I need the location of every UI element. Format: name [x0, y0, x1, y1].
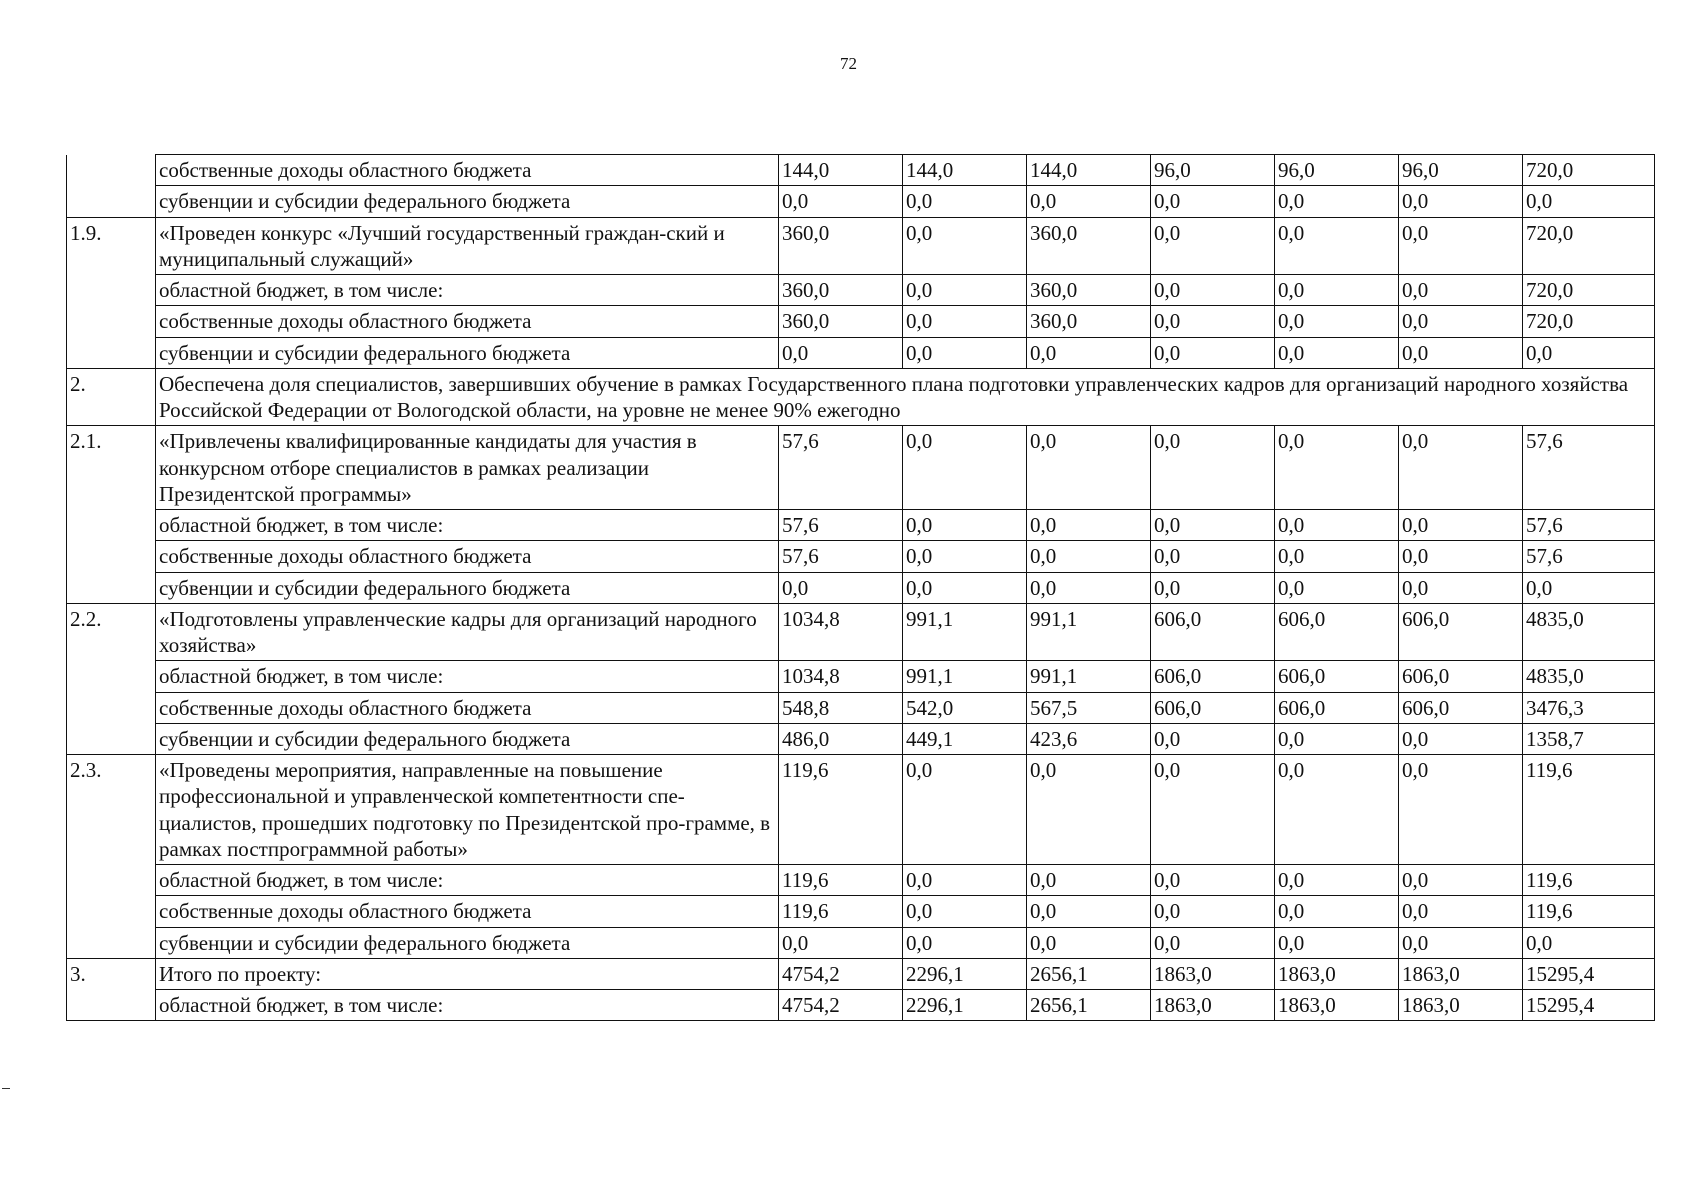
value-cell: 119,6 — [1523, 865, 1655, 896]
table-row — [67, 958, 1655, 989]
value-cell: 0,0 — [1151, 896, 1275, 927]
value-cell: 57,6 — [779, 510, 903, 541]
value-cell: 0,0 — [1275, 723, 1399, 754]
row-number — [67, 865, 156, 896]
value-cell: 0,0 — [779, 572, 903, 603]
value-cell: 119,6 — [779, 896, 903, 927]
value-cell: 360,0 — [779, 275, 903, 306]
value-cell: 0,0 — [903, 275, 1027, 306]
value-cell: 1863,0 — [1275, 990, 1399, 1021]
table-row — [67, 927, 1655, 958]
value-cell: 96,0 — [1399, 155, 1523, 186]
value-cell: 0,0 — [903, 426, 1027, 510]
value-cell: 991,1 — [1027, 603, 1151, 661]
value-cell: 991,1 — [1027, 661, 1151, 692]
value-cell: 720,0 — [1523, 155, 1655, 186]
table-row — [67, 692, 1655, 723]
table-row — [67, 337, 1655, 368]
row-label: областной бюджет, в том числе: — [156, 510, 779, 541]
row-label: Итого по проекту: — [156, 958, 779, 989]
value-cell: 0,0 — [1275, 927, 1399, 958]
value-cell: 2656,1 — [1027, 990, 1151, 1021]
row-number — [67, 572, 156, 603]
value-cell: 567,5 — [1027, 692, 1151, 723]
value-cell: 0,0 — [1399, 723, 1523, 754]
value-cell: 0,0 — [1399, 927, 1523, 958]
value-cell: 0,0 — [1027, 755, 1151, 865]
row-label: субвенции и субсидии федерального бюджета — [156, 927, 779, 958]
value-cell: 0,0 — [1151, 275, 1275, 306]
value-cell: 0,0 — [1275, 186, 1399, 217]
row-label: субвенции и субсидии федерального бюджета — [156, 337, 779, 368]
value-cell: 0,0 — [1399, 306, 1523, 337]
value-cell: 606,0 — [1151, 661, 1275, 692]
row-label: собственные доходы областного бюджета — [156, 541, 779, 572]
value-cell: 96,0 — [1275, 155, 1399, 186]
value-cell: 0,0 — [1027, 337, 1151, 368]
value-cell: 0,0 — [903, 306, 1027, 337]
value-cell: 4835,0 — [1523, 603, 1655, 661]
value-cell: 0,0 — [903, 541, 1027, 572]
value-cell: 0,0 — [1399, 337, 1523, 368]
table-row — [67, 990, 1655, 1021]
table-row — [67, 368, 1655, 426]
value-cell: 0,0 — [903, 572, 1027, 603]
row-number — [67, 927, 156, 958]
value-cell: 360,0 — [1027, 275, 1151, 306]
value-cell: 3476,3 — [1523, 692, 1655, 723]
value-cell: 991,1 — [903, 661, 1027, 692]
value-cell: 0,0 — [1027, 510, 1151, 541]
value-cell: 1034,8 — [779, 603, 903, 661]
value-cell: 548,8 — [779, 692, 903, 723]
value-cell: 606,0 — [1151, 692, 1275, 723]
row-label: «Подготовлены управленческие кадры для организаций народного хозяйства» — [156, 603, 779, 661]
value-cell: 2296,1 — [903, 990, 1027, 1021]
value-cell: 1863,0 — [1151, 958, 1275, 989]
value-cell: 0,0 — [1275, 426, 1399, 510]
table-row — [67, 217, 1655, 275]
value-cell: 144,0 — [779, 155, 903, 186]
value-cell: 606,0 — [1399, 661, 1523, 692]
table-row — [67, 896, 1655, 927]
value-cell: 57,6 — [1523, 510, 1655, 541]
value-cell: 57,6 — [1523, 426, 1655, 510]
value-cell: 4754,2 — [779, 990, 903, 1021]
value-cell: 4835,0 — [1523, 661, 1655, 692]
table-row — [67, 661, 1655, 692]
value-cell: 0,0 — [1275, 306, 1399, 337]
row-label: областной бюджет, в том числе: — [156, 275, 779, 306]
value-cell: 0,0 — [903, 510, 1027, 541]
value-cell: 0,0 — [1151, 755, 1275, 865]
value-cell: 2656,1 — [1027, 958, 1151, 989]
value-cell: 0,0 — [903, 755, 1027, 865]
value-cell: 0,0 — [1275, 865, 1399, 896]
value-cell: 360,0 — [779, 217, 903, 275]
row-label: собственные доходы областного бюджета — [156, 896, 779, 927]
row-number: 2.2. — [67, 603, 156, 661]
row-label: собственные доходы областного бюджета — [156, 692, 779, 723]
value-cell: 606,0 — [1275, 661, 1399, 692]
row-label: «Привлечены квалифицированные кандидаты для участия в конкурсном отборе специалистов в рамках реализации Президентской программы» — [156, 426, 779, 510]
margin-mark — [2, 1088, 10, 1089]
table-row — [67, 186, 1655, 217]
value-cell: 0,0 — [1151, 186, 1275, 217]
value-cell: 0,0 — [779, 337, 903, 368]
value-cell: 1863,0 — [1399, 990, 1523, 1021]
value-cell: 144,0 — [903, 155, 1027, 186]
row-number — [67, 306, 156, 337]
row-number: 2.3. — [67, 755, 156, 865]
value-cell: 0,0 — [1399, 896, 1523, 927]
value-cell: 0,0 — [1523, 927, 1655, 958]
row-label: областной бюджет, в том числе: — [156, 865, 779, 896]
value-cell: 57,6 — [1523, 541, 1655, 572]
value-cell: 0,0 — [1027, 186, 1151, 217]
value-cell: 606,0 — [1399, 692, 1523, 723]
value-cell: 606,0 — [1151, 603, 1275, 661]
value-cell: 0,0 — [1027, 927, 1151, 958]
value-cell: 0,0 — [1151, 217, 1275, 275]
value-cell: 0,0 — [1399, 426, 1523, 510]
row-number — [67, 155, 156, 186]
value-cell: 0,0 — [1523, 186, 1655, 217]
value-cell: 1863,0 — [1151, 990, 1275, 1021]
value-cell: 0,0 — [1151, 306, 1275, 337]
table-row — [67, 426, 1655, 510]
value-cell: 0,0 — [1399, 755, 1523, 865]
row-number — [67, 186, 156, 217]
table-row — [67, 865, 1655, 896]
row-label: собственные доходы областного бюджета — [156, 155, 779, 186]
table-row — [67, 155, 1655, 186]
row-number: 2.1. — [67, 426, 156, 510]
value-cell: 15295,4 — [1523, 958, 1655, 989]
value-cell: 0,0 — [1151, 927, 1275, 958]
value-cell: 0,0 — [1275, 896, 1399, 927]
value-cell: 1358,7 — [1523, 723, 1655, 754]
value-cell: 1034,8 — [779, 661, 903, 692]
value-cell: 0,0 — [1027, 572, 1151, 603]
value-cell: 0,0 — [779, 186, 903, 217]
table-row — [67, 510, 1655, 541]
row-label: собственные доходы областного бюджета — [156, 306, 779, 337]
value-cell: 0,0 — [1027, 541, 1151, 572]
value-cell: 0,0 — [779, 927, 903, 958]
value-cell: 0,0 — [1151, 337, 1275, 368]
value-cell: 144,0 — [1027, 155, 1151, 186]
value-cell: 542,0 — [903, 692, 1027, 723]
value-cell: 1863,0 — [1275, 958, 1399, 989]
row-label: областной бюджет, в том числе: — [156, 990, 779, 1021]
row-number — [67, 510, 156, 541]
page-number: 72 — [840, 54, 857, 73]
value-cell: 0,0 — [1275, 541, 1399, 572]
table-row — [67, 306, 1655, 337]
value-cell: 0,0 — [1399, 541, 1523, 572]
value-cell: 360,0 — [1027, 217, 1151, 275]
table-body — [67, 155, 1655, 1021]
value-cell: 0,0 — [1275, 275, 1399, 306]
value-cell: 720,0 — [1523, 275, 1655, 306]
value-cell: 0,0 — [903, 186, 1027, 217]
row-number: 2. — [67, 368, 156, 426]
value-cell: 0,0 — [1275, 217, 1399, 275]
value-cell: 606,0 — [1275, 603, 1399, 661]
row-label: «Проведен конкурс «Лучший государственный граждан-ский и муниципальный служащий» — [156, 217, 779, 275]
value-cell: 0,0 — [1523, 337, 1655, 368]
row-number — [67, 896, 156, 927]
value-cell: 57,6 — [779, 426, 903, 510]
value-cell: 0,0 — [903, 865, 1027, 896]
value-cell: 0,0 — [903, 217, 1027, 275]
value-cell: 0,0 — [1399, 275, 1523, 306]
row-label: субвенции и субсидии федерального бюджета — [156, 572, 779, 603]
value-cell: 0,0 — [1399, 572, 1523, 603]
value-cell: 0,0 — [1151, 426, 1275, 510]
value-cell: 119,6 — [1523, 755, 1655, 865]
value-cell: 0,0 — [1399, 186, 1523, 217]
value-cell: 0,0 — [1151, 510, 1275, 541]
table-row — [67, 603, 1655, 661]
row-number — [67, 541, 156, 572]
value-cell: 720,0 — [1523, 217, 1655, 275]
value-cell: 606,0 — [1275, 692, 1399, 723]
row-number — [67, 275, 156, 306]
value-cell: 0,0 — [1151, 541, 1275, 572]
row-label: «Проведены мероприятия, направленные на повышение профессиональной и управленческой компетентности спе-циалистов, прошедших подготовку по Президентской про-грамме, в рамках постпрограммной работы» — [156, 755, 779, 865]
value-cell: 4754,2 — [779, 958, 903, 989]
value-cell: 96,0 — [1151, 155, 1275, 186]
value-cell: 991,1 — [903, 603, 1027, 661]
row-number — [67, 990, 156, 1021]
row-number — [67, 337, 156, 368]
row-number — [67, 692, 156, 723]
row-number: 1.9. — [67, 217, 156, 275]
value-cell: 606,0 — [1399, 603, 1523, 661]
value-cell: 0,0 — [1399, 865, 1523, 896]
table-row — [67, 755, 1655, 865]
value-cell: 720,0 — [1523, 306, 1655, 337]
value-cell: 0,0 — [1399, 510, 1523, 541]
value-cell: 0,0 — [1275, 572, 1399, 603]
value-cell: 0,0 — [1275, 337, 1399, 368]
row-number: 3. — [67, 958, 156, 989]
value-cell: 0,0 — [1027, 865, 1151, 896]
value-cell: 449,1 — [903, 723, 1027, 754]
value-cell: 0,0 — [903, 927, 1027, 958]
value-cell: 423,6 — [1027, 723, 1151, 754]
table-row — [67, 723, 1655, 754]
value-cell: 119,6 — [1523, 896, 1655, 927]
row-label: областной бюджет, в том числе: — [156, 661, 779, 692]
value-cell: 15295,4 — [1523, 990, 1655, 1021]
table-row — [67, 275, 1655, 306]
row-number — [67, 661, 156, 692]
value-cell: 0,0 — [903, 896, 1027, 927]
row-label: субвенции и субсидии федерального бюджета — [156, 186, 779, 217]
value-cell: 0,0 — [1399, 217, 1523, 275]
value-cell: 0,0 — [1275, 510, 1399, 541]
value-cell: 0,0 — [1151, 723, 1275, 754]
value-cell: 0,0 — [1523, 572, 1655, 603]
value-cell: 0,0 — [1151, 865, 1275, 896]
value-cell: 0,0 — [1027, 896, 1151, 927]
value-cell: 486,0 — [779, 723, 903, 754]
row-label: субвенции и субсидии федерального бюджета — [156, 723, 779, 754]
value-cell: 2296,1 — [903, 958, 1027, 989]
value-cell: 0,0 — [903, 337, 1027, 368]
table-row — [67, 572, 1655, 603]
row-number — [67, 723, 156, 754]
table-row — [67, 541, 1655, 572]
budget-table — [66, 154, 1655, 1021]
value-cell: 119,6 — [779, 865, 903, 896]
value-cell: 119,6 — [779, 755, 903, 865]
value-cell: 360,0 — [1027, 306, 1151, 337]
value-cell: 360,0 — [779, 306, 903, 337]
value-cell: 0,0 — [1275, 755, 1399, 865]
value-cell: 0,0 — [1151, 572, 1275, 603]
value-cell: 1863,0 — [1399, 958, 1523, 989]
value-cell: 0,0 — [1027, 426, 1151, 510]
value-cell: 57,6 — [779, 541, 903, 572]
row-label: Обеспечена доля специалистов, завершивших обучение в рамках Государственного плана подготовки управленческих кадров для организаций народного хозяйства Российской Федерации от Вологодской области, на уровне не менее 90% ежегодно — [156, 368, 1655, 426]
